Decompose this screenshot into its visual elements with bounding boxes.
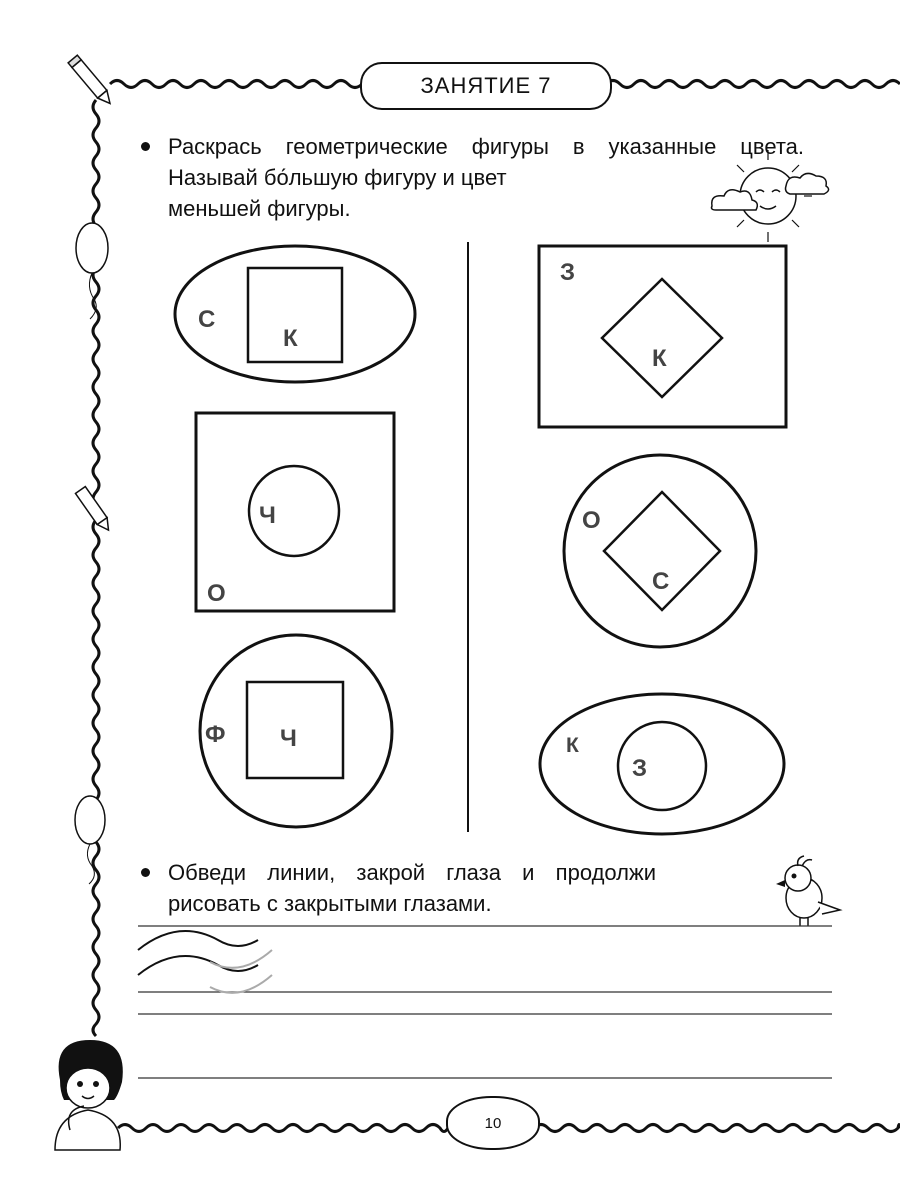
figure-2-outer-label: О	[207, 580, 226, 607]
task-1-line-1: Раскрась геометрические фигуры в указанные цвета.	[168, 134, 804, 159]
page-number: 10	[446, 1096, 540, 1150]
pencil-icon	[68, 55, 114, 107]
writing-lines	[138, 926, 832, 1078]
figure-2-outer-square	[196, 413, 394, 611]
trace-arcs	[138, 931, 272, 993]
figure-2-inner-label: Ч	[259, 502, 276, 529]
task-2-bullet	[141, 868, 150, 877]
task-2-instruction	[168, 857, 668, 919]
task-1-bullet	[141, 142, 150, 151]
lesson-title-box	[360, 62, 612, 110]
task-2-line-1: Обведи линии, закрой глаза и продолжи	[168, 860, 656, 885]
figure-6-outer-ellipse	[540, 694, 784, 834]
task-1-line-3: меньшей фигуры.	[168, 196, 351, 221]
figure-6-inner-label: З	[632, 755, 648, 782]
figure-4-outer-rectangle	[539, 246, 786, 427]
figure-3-inner-label: Ч	[280, 725, 297, 752]
task-1-instruction	[168, 131, 808, 224]
task-1-line-2: Называй бо́льшую фигуру и цвет	[168, 165, 507, 190]
girl-illustration	[55, 1040, 123, 1150]
figure-6-outer-label: К	[566, 734, 579, 757]
figure-4-inner-rhombus	[602, 279, 722, 397]
figure-1-inner-label: К	[283, 325, 298, 352]
figure-4-inner-label: К	[652, 345, 667, 372]
figure-5-outer-label: О	[582, 507, 601, 534]
lesson-title: ЗАНЯТИЕ 7	[420, 73, 552, 98]
task-2-line-2: рисовать с закрытыми глазами.	[168, 891, 492, 916]
figure-5-outer-circle	[564, 455, 756, 647]
balloon-icon	[75, 796, 105, 884]
figure-5-inner-label: С	[652, 568, 670, 595]
bird-illustration	[776, 856, 840, 926]
figure-1-outer-label: С	[198, 306, 216, 333]
figure-4-outer-label: З	[560, 259, 576, 286]
figure-3-outer-label: Ф	[205, 721, 226, 748]
